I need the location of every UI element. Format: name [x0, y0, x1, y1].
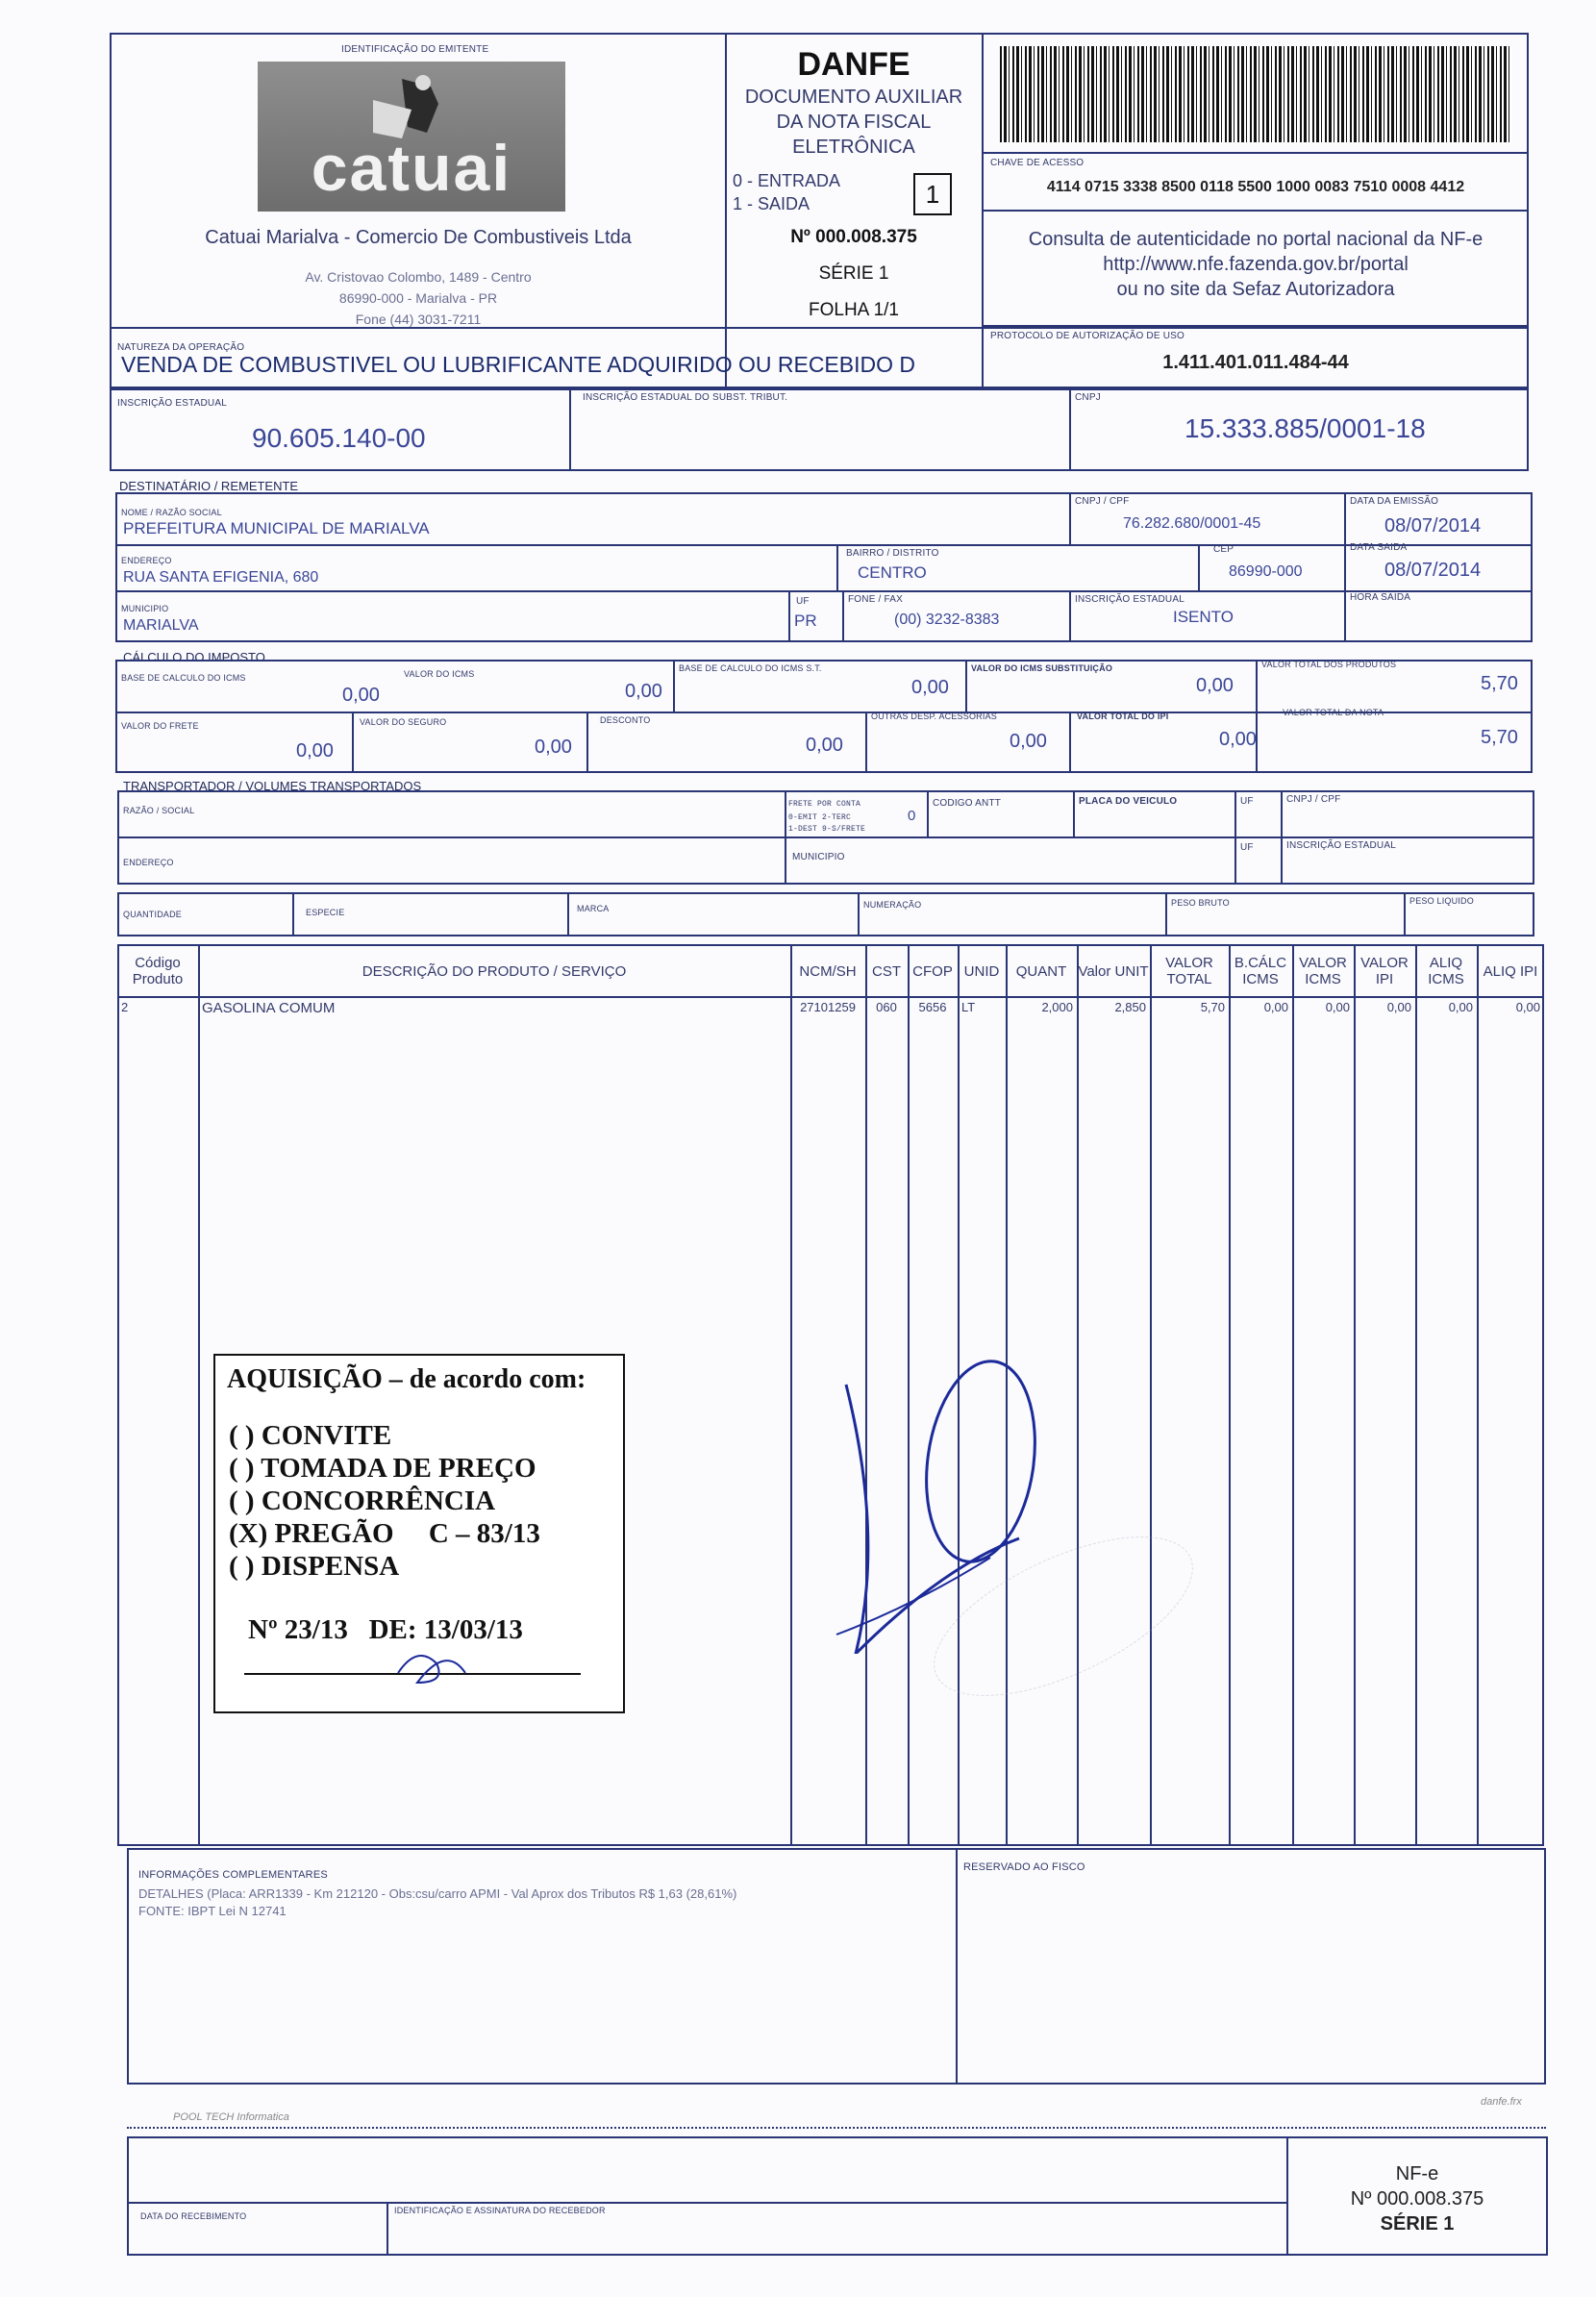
- company-phone: Fone (44) 3031-7211: [355, 312, 482, 327]
- transp-razao-label: RAZÃO / SOCIAL: [123, 806, 195, 815]
- danfe-subtitle-2: DA NOTA FISCAL: [776, 112, 932, 133]
- product-header-cell: QUANT: [1015, 962, 1067, 980]
- total-nota: 5,70: [1481, 727, 1518, 748]
- cnpj-value: 15.333.885/0001-18: [1185, 413, 1426, 443]
- dest-municipio-label: MUNICIPIO: [121, 604, 169, 613]
- product-cell: 2,850: [1114, 1000, 1146, 1014]
- seguro: 0,00: [535, 737, 572, 758]
- dest-endereco-label: ENDEREÇO: [121, 556, 172, 565]
- nf-number: Nº 000.008.375: [790, 227, 917, 247]
- stamp-number: Nº 23/13 DE: 13/03/13: [248, 1614, 523, 1645]
- dest-fone: (00) 3232-8383: [894, 612, 1000, 628]
- ie-label: INSCRIÇÃO ESTADUAL: [117, 398, 227, 409]
- protocolo-label: PROTOCOLO DE AUTORIZAÇÃO DE USO: [990, 331, 1185, 341]
- product-column-divider: [790, 944, 792, 1846]
- destinatario-section-label: DESTINATÁRIO / REMETENTE: [119, 479, 299, 493]
- valor-st-label: VALOR DO ICMS SUBSTITUIÇÃO: [971, 663, 1113, 673]
- vol-especie-label: ESPECIE: [306, 908, 345, 917]
- company-logo: [258, 62, 565, 212]
- destinatario-box: [115, 492, 1533, 642]
- product-column-divider: [1415, 944, 1417, 1846]
- entrada-label: 0 - ENTRADA: [733, 171, 841, 190]
- chave-label: CHAVE DE ACESSO: [990, 158, 1085, 168]
- canhoto-nfe: NF-e: [1395, 2163, 1439, 2185]
- dest-ie: ISENTO: [1173, 608, 1234, 626]
- product-cell: 0,00: [1515, 1000, 1540, 1014]
- product-cell: 5656: [918, 1000, 947, 1014]
- product-column-divider: [1354, 944, 1356, 1846]
- stamp-concorrencia: ( ) CONCORRÊNCIA: [229, 1486, 496, 1516]
- transp-uf-label: UF: [1240, 796, 1254, 807]
- product-column-divider: [1477, 944, 1479, 1846]
- dest-cnpj: 76.282.680/0001-45: [1123, 515, 1261, 532]
- dest-saida-label: DATA SAIDA: [1350, 542, 1408, 553]
- valor-icms: 0,00: [625, 681, 662, 702]
- nf-folha: FOLHA 1/1: [809, 300, 899, 320]
- transp-endereco-label: ENDEREÇO: [123, 858, 174, 867]
- stamp-tomada: ( ) TOMADA DE PREÇO: [229, 1453, 536, 1484]
- transp-frete-val: 0: [908, 808, 916, 824]
- info-comp-label: INFORMAÇÕES COMPLEMENTARES: [138, 1869, 328, 1881]
- emitente-label: IDENTIFICAÇÃO DO EMITENTE: [341, 44, 489, 55]
- stamp-convite: ( ) CONVITE: [229, 1420, 392, 1451]
- initials-signature: [388, 1635, 485, 1692]
- danfe-title: DANFE: [797, 46, 910, 83]
- transp-municipio-label: MUNICIPIO: [792, 852, 845, 862]
- imposto-section-label: CÁLCULO DO IMPOSTO: [123, 650, 265, 664]
- product-column-divider: [198, 944, 200, 1846]
- product-header-cell: VALOR TOTAL: [1165, 955, 1213, 987]
- transp-cnpj-label: CNPJ / CPF: [1286, 794, 1341, 805]
- product-cell: 2,000: [1041, 1000, 1073, 1014]
- product-cell: LT: [961, 1000, 976, 1014]
- consulta-line-2[interactable]: http://www.nfe.fazenda.gov.br/portal: [1103, 254, 1409, 275]
- product-cell: 27101259: [800, 1000, 856, 1014]
- stamp-title: AQUISIÇÃO – de acordo com:: [227, 1364, 586, 1394]
- dest-uf: PR: [794, 612, 817, 630]
- product-description-cell: GASOLINA COMUM: [202, 1000, 336, 1016]
- natureza-value: VENDA DE COMBUSTIVEL OU LUBRIFICANTE ADQUIRIDO OU RECEBIDO D: [121, 352, 916, 377]
- software-note: POOL TECH Informatica: [173, 2111, 289, 2123]
- transporte-section-label: TRANSPORTADOR / VOLUMES TRANSPORTADOS: [123, 779, 422, 793]
- desconto: 0,00: [806, 735, 843, 756]
- cnpj-label: CNPJ: [1075, 392, 1101, 403]
- protocolo-value: 1.411.401.011.484-44: [1162, 352, 1349, 373]
- product-header-cell: Valor UNIT: [1078, 962, 1149, 980]
- base-st-label: BASE DE CALCULO DO ICMS S.T.: [679, 663, 822, 673]
- fisco-label: RESERVADO AO FISCO: [963, 1861, 1085, 1873]
- ie-st-label: INSCRIÇÃO ESTADUAL DO SUBST. TRIBUT.: [583, 392, 788, 403]
- vol-numeracao-label: NUMERAÇÃO: [863, 900, 922, 910]
- frete-label: VALOR DO FRETE: [121, 721, 199, 731]
- dest-hora-label: HORA SAIDA: [1350, 592, 1411, 603]
- cut-line: [127, 2127, 1546, 2129]
- product-header-cell: VALOR ICMS: [1299, 955, 1347, 987]
- company-cep: 86990-000 - Marialva - PR: [338, 290, 498, 306]
- danfe-subtitle-3: ELETRÔNICA: [792, 137, 915, 158]
- dest-endereco: RUA SANTA EFIGENIA, 680: [123, 569, 319, 586]
- outras-label: OUTRAS DESP. ACESSORIAS: [871, 712, 997, 721]
- logo-text: catuai: [311, 132, 512, 205]
- base-icms: 0,00: [342, 685, 380, 706]
- info-comp-line-2: FONTE: IBPT Lei N 12741: [138, 1904, 287, 1918]
- base-icms-label: BASE DE CALCULO DO ICMS: [121, 673, 246, 683]
- dest-nome-label: NOME / RAZÃO SOCIAL: [121, 508, 222, 517]
- ipi-label: VALOR TOTAL DO IPI: [1077, 712, 1169, 721]
- valor-icms-label: VALOR DO ICMS: [404, 669, 475, 679]
- saida-label: 1 - SAIDA: [733, 194, 810, 213]
- canhoto-numero: Nº 000.008.375: [1350, 2188, 1484, 2210]
- company-name: Catuai Marialva - Comercio De Combustiveis Ltda: [205, 227, 632, 248]
- transp-placa-label: PLACA DO VEICULO: [1079, 796, 1178, 807]
- vol-marca-label: MARCA: [577, 904, 610, 913]
- transp-frete-label: FRETE POR CONTA: [788, 800, 861, 809]
- valor-st: 0,00: [1196, 675, 1234, 696]
- info-comp-line-1: DETALHES (Placa: ARR1339 - Km 212120 - Obs:csu/carro APMI - Val Aprox dos Tributos R$ 1,63 (28,61%): [138, 1886, 737, 1901]
- product-header-cell: DESCRIÇÃO DO PRODUTO / SERVIÇO: [362, 962, 627, 980]
- product-column-divider: [1292, 944, 1294, 1846]
- dest-fone-label: FONE / FAX: [848, 594, 904, 605]
- total-nota-label: VALOR TOTAL DA NOTA: [1283, 708, 1384, 717]
- dest-emissao: 08/07/2014: [1384, 515, 1482, 537]
- product-cell: 5,70: [1200, 1000, 1225, 1014]
- dest-saida: 08/07/2014: [1384, 560, 1482, 581]
- ie-value: 90.605.140-00: [252, 423, 426, 453]
- assinatura-label: IDENTIFICAÇÃO E ASSINATURA DO RECEBEDOR: [394, 2206, 606, 2215]
- adicionais-box: [127, 1848, 1546, 2085]
- product-header-cell: CFOP: [912, 962, 953, 980]
- ipi: 0,00: [1219, 729, 1257, 750]
- dest-cep-label: CEP: [1213, 544, 1234, 555]
- report-note: danfe.frx: [1481, 2096, 1522, 2108]
- acquisition-stamp: [213, 1354, 625, 1713]
- consulta-line-3: ou no site da Sefaz Autorizadora: [1116, 279, 1395, 300]
- barcode: [1000, 46, 1511, 142]
- product-header-cell: UNID: [963, 962, 1000, 980]
- tipo-box: 1: [913, 173, 952, 215]
- product-cell: 060: [876, 1000, 897, 1014]
- dest-cnpj-label: CNPJ / CPF: [1075, 496, 1130, 507]
- frete: 0,00: [296, 740, 334, 762]
- total-prod: 5,70: [1481, 673, 1518, 694]
- desconto-label: DESCONTO: [600, 715, 651, 725]
- stamp-pregao: (X) PREGÃO C – 83/13: [229, 1518, 540, 1549]
- product-header-cell: B.CÁLC ICMS: [1234, 955, 1287, 987]
- dest-bairro-label: BAIRRO / DISTRITO: [846, 548, 939, 559]
- product-column-divider: [1229, 944, 1231, 1846]
- vol-qtd-label: QUANTIDADE: [123, 910, 183, 919]
- outras: 0,00: [1010, 731, 1047, 752]
- transp-antt-label: CODIGO ANTT: [933, 798, 1002, 809]
- dest-ie-label: INSCRIÇÃO ESTADUAL: [1075, 594, 1185, 605]
- product-cell: 2: [121, 1000, 129, 1014]
- chave-value: 4114 0715 3338 8500 0118 5500 1000 0083 7510 0008 4412: [1046, 179, 1465, 195]
- transp-ie-label: INSCRIÇÃO ESTADUAL: [1286, 840, 1396, 851]
- product-cell: 0,00: [1448, 1000, 1473, 1014]
- dest-municipio: MARIALVA: [123, 617, 199, 634]
- total-prod-label: VALOR TOTAL DOS PRODUTOS: [1261, 660, 1397, 669]
- transp-frete-opts-1: 0-EMIT 2-TERC: [788, 813, 852, 822]
- product-header-cell: CST: [872, 962, 901, 980]
- nf-serie: SÉRIE 1: [818, 263, 889, 284]
- product-header-cell: ALIQ IPI: [1483, 962, 1538, 980]
- base-st: 0,00: [911, 677, 949, 698]
- company-address: Av. Cristovao Colombo, 1489 - Centro: [305, 269, 532, 285]
- dest-bairro: CENTRO: [858, 563, 927, 582]
- product-cell: 0,00: [1325, 1000, 1350, 1014]
- canhoto-serie: SÉRIE 1: [1380, 2213, 1455, 2235]
- natureza-label: NATUREZA DA OPERAÇÃO: [117, 342, 245, 353]
- dest-uf-label: UF: [796, 596, 810, 607]
- stamp-dispensa: ( ) DISPENSA: [229, 1551, 400, 1582]
- dest-emissao-label: DATA DA EMISSÃO: [1350, 496, 1439, 507]
- vol-peso-bruto-label: PESO BRUTO: [1171, 898, 1230, 908]
- vol-peso-liq-label: PESO LIQUIDO: [1409, 896, 1474, 906]
- product-header-cell: VALOR IPI: [1360, 955, 1409, 987]
- product-cell: 0,00: [1386, 1000, 1411, 1014]
- seguro-label: VALOR DO SEGURO: [360, 717, 447, 727]
- product-cell: 0,00: [1263, 1000, 1288, 1014]
- transp-uf2-label: UF: [1240, 842, 1254, 853]
- dest-nome: PREFEITURA MUNICIPAL DE MARIALVA: [123, 519, 430, 537]
- product-header-cell: NCM/SH: [799, 962, 857, 980]
- product-header-cell: ALIQ ICMS: [1428, 955, 1464, 987]
- consulta-line-1: Consulta de autenticidade no portal nacional da NF-e: [1028, 229, 1484, 250]
- product-header-cell: Código Produto: [132, 955, 184, 987]
- transp-frete-opts-2: 1-DEST 9-S/FRETE: [788, 825, 866, 834]
- danfe-subtitle-1: DOCUMENTO AUXILIAR: [744, 87, 963, 108]
- dest-cep: 86990-000: [1229, 563, 1303, 580]
- recebimento-label: DATA DO RECEBIMENTO: [140, 2211, 247, 2221]
